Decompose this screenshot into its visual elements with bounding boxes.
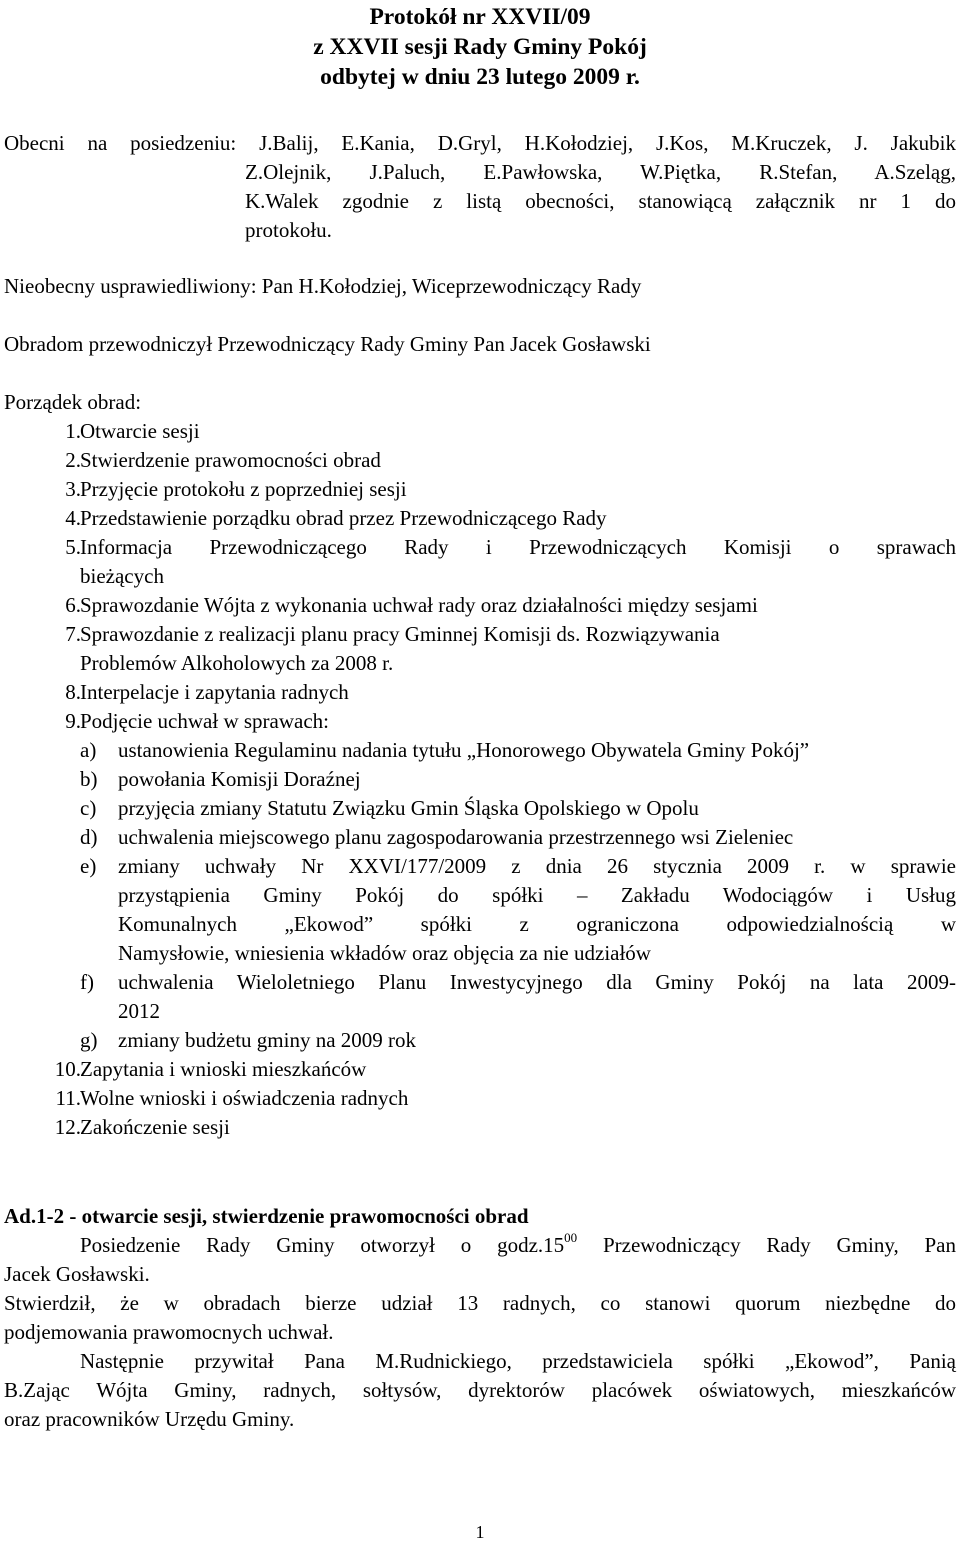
agenda-number: 5. [65,535,81,559]
subitem-text: uchwalenia miejscowego planu zagospodarowania przestrzennego wsi Zieleniec [118,825,794,849]
agenda-item: Zakończenie sesji [80,1115,230,1139]
agenda-number: 6. [65,593,81,617]
subitem-text: powołania Komisji Doraźnej [118,767,361,791]
agenda-item: Zapytania i wnioski mieszkańców [80,1057,367,1081]
subitem-text: zmiany budżetu gminy na 2009 rok [118,1028,417,1052]
title-line-3: odbytej w dniu 23 lutego 2009 r. [320,64,640,90]
paragraph-text: Posiedzenie Rady Gminy otworzył o godz.15 [80,1233,565,1257]
paragraph-text: Przewodniczący Rady Gminy, Pan [577,1233,956,1257]
subitem-letter: e) [80,854,97,878]
agenda-item: Przedstawienie porządku obrad przez Przewodniczącego Rady [80,506,607,530]
subitem-letter: b) [80,767,98,791]
title-line-1: Protokół nr XXVII/09 [369,4,591,30]
subitem-text: Namysłowie, wniesienia wkładów oraz objęcia za nie udziałów [118,941,651,965]
attendance-line-1: Obecni na posiedzeniu: J.Balij, E.Kania, D.Gryl, H.Kołodziej, J.Kos, M.Kruczek, J. Jakubik [4,131,956,155]
agenda-item-continuation: bieżących [80,564,164,588]
document-title [0,2,960,92]
agenda-number: 2. [65,448,81,472]
section-heading: Ad.1-2 - otwarcie sesji, stwierdzenie prawomocności obrad [4,1204,529,1228]
section-paragraph-2-line-2: podjemowania prawomocnych uchwał. [4,1320,334,1344]
agenda-item: Informacja Przewodniczącego Rady i Przewodniczących Komisji o sprawach [80,535,956,559]
attendance-line-4: protokołu. [245,218,332,242]
agenda-label: Porządek obrad: [4,390,142,414]
section-paragraph-1 [80,1231,956,1260]
agenda-number: 4. [65,506,81,530]
section-paragraph-3-line-2: B.Zając Wójta Gminy, radnych, sołtysów, dyrektorów placówek oświatowych, mieszkańców [4,1378,956,1402]
time-superscript: 00 [564,1230,578,1245]
agenda-number: 10. [54,1057,81,1081]
subitem-letter: f) [80,970,94,994]
subitem-letter: g) [80,1028,98,1052]
attendance-line-2: Z.Olejnik, J.Paluch, E.Pawłowska, W.Piętka, R.Stefan, A.Szeląg, [245,160,956,184]
agenda-number: 3. [65,477,81,501]
agenda-number: 12. [54,1115,81,1139]
subitem-text: przyjęcia zmiany Statutu Związku Gmin Śląska Opolskiego w Opolu [118,796,699,820]
page-number: 1 [475,1522,485,1542]
subitem-text: zmiany uchwały Nr XXVI/177/2009 z dnia 26 stycznia 2009 r. w sprawie [118,854,956,878]
agenda-item: Otwarcie sesji [80,419,200,443]
subitem-text: Komunalnych „Ekowod” spółki z ograniczona odpowiedzialnością w [118,912,956,936]
subitem-text: uchwalenia Wieloletniego Planu Inwestycyjnego dla Gminy Pokój na lata 2009- [118,970,956,994]
agenda-item-continuation: Problemów Alkoholowych za 2008 r. [80,651,394,675]
agenda-item: Wolne wnioski i oświadczenia radnych [80,1086,409,1110]
attendance-line-3: K.Walek zgodnie z listą obecności, stanowiącą załącznik nr 1 do [245,189,956,213]
agenda-number: 1. [65,419,81,443]
subitem-text: przystąpienia Gminy Pokój do spółki – Zakładu Wodociągów i Usług [118,883,956,907]
agenda-item: Stwierdzenie prawomocności obrad [80,448,381,472]
section-paragraph-3-line-3: oraz pracowników Urzędu Gminy. [4,1407,295,1431]
subitem-letter: a) [80,738,97,762]
subitem-letter: d) [80,825,98,849]
section-paragraph-3: Następnie przywitał Pana M.Rudnickiego, przedstawiciela spółki „Ekowod”, Panią [80,1349,956,1373]
subitem-text: 2012 [118,999,160,1023]
agenda-number: 11. [55,1086,81,1110]
agenda-item: Interpelacje i zapytania radnych [80,680,349,704]
agenda-item: Sprawozdanie Wójta z wykonania uchwał rady oraz działalności między sesjami [80,593,758,617]
absent-note: Nieobecny usprawiedliwiony: Pan H.Kołodziej, Wiceprzewodniczący Rady [4,274,642,298]
title-line-2: z XXVII sesji Rady Gminy Pokój [313,34,647,60]
agenda-item: Przyjęcie protokołu z poprzedniej sesji [80,477,407,501]
section-paragraph-1-line-2: Jacek Gosławski. [4,1262,150,1286]
section-paragraph-2: Stwierdził, że w obradach bierze udział 13 radnych, co stanowi quorum niezbędne do [4,1291,956,1315]
agenda-item: Sprawozdanie z realizacji planu pracy Gminnej Komisji ds. Rozwiązywania [80,622,720,646]
agenda-number: 8. [65,680,81,704]
chair-note: Obradom przewodniczył Przewodniczący Rady Gminy Pan Jacek Gosławski [4,332,651,356]
subitem-letter: c) [80,796,97,820]
subitem-text: ustanowienia Regulaminu nadania tytułu „Honorowego Obywatela Gminy Pokój” [118,738,810,762]
agenda-number: 9. [65,709,81,733]
agenda-number: 7. [65,622,81,646]
agenda-item: Podjęcie uchwał w sprawach: [80,709,329,733]
